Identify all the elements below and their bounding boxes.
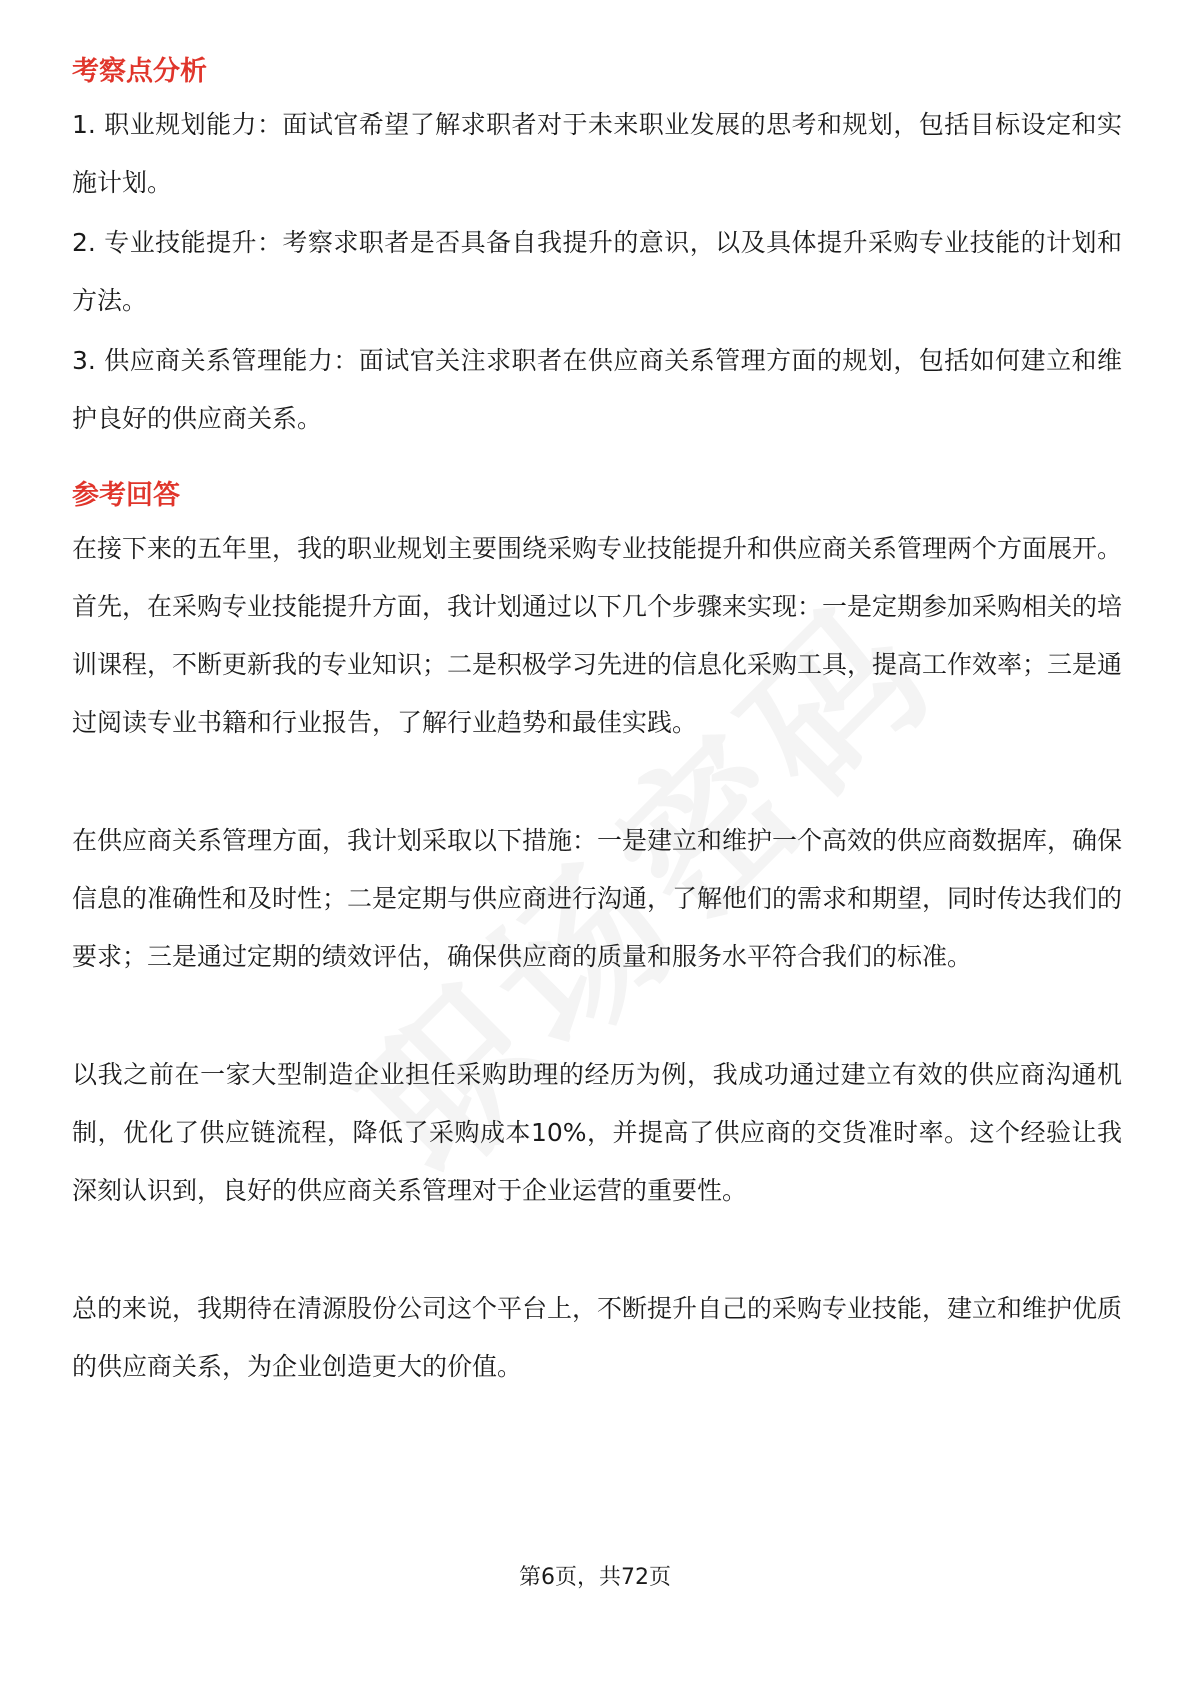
paragraph-spacer [72, 1222, 1122, 1280]
analysis-item-3: 3. 供应商关系管理能力：面试官关注求职者在供应商关系管理方面的规划，包括如何建立和维护良好的供应商关系。 [72, 346, 1122, 433]
paragraph-spacer [72, 754, 1122, 812]
section-heading-reference-answer: 参考回答 [72, 480, 180, 511]
page-content [72, 48, 1122, 1398]
page-number: 第6页，共72页 [519, 1565, 671, 1590]
analysis-item-2: 2. 专业技能提升：考察求职者是否具备自我提升的意识，以及具体提升采购专业技能的计划和方法。 [72, 228, 1122, 315]
answer-paragraph-2: 在供应商关系管理方面，我计划采取以下措施：一是建立和维护一个高效的供应商数据库，确保信息的准确性和及时性；二是定期与供应商进行沟通，了解他们的需求和期望，同时传达我们的要求；三是通过定期的绩效评估，确保供应商的质量和服务水平符合我们的标准。 [72, 826, 1123, 971]
section-heading-analysis: 考察点分析 [72, 56, 207, 87]
answer-paragraph-4: 总的来说，我期待在清源股份公司这个平台上，不断提升自己的采购专业技能，建立和维护优质的供应商关系，为企业创造更大的价值。 [72, 1294, 1123, 1381]
analysis-item-1: 1. 职业规划能力：面试官希望了解求职者对于未来职业发展的思考和规划，包括目标设定和实施计划。 [72, 110, 1122, 197]
answer-paragraph-1: 在接下来的五年里，我的职业规划主要围绕采购专业技能提升和供应商关系管理两个方面展开。首先，在采购专业技能提升方面，我计划通过以下几个步骤来实现：一是定期参加采购相关的培训课程，不断更新我的专业知识；二是积极学习先进的信息化采购工具，提高工作效率；三是通过阅读专业书籍和行业报告，了解行业趋势和最佳实践。 [72, 534, 1123, 737]
paragraph-spacer [72, 988, 1122, 1046]
answer-paragraph-3: 以我之前在一家大型制造企业担任采购助理的经历为例，我成功通过建立有效的供应商沟通机制，优化了供应链流程，降低了采购成本10%，并提高了供应商的交货准时率。这个经验让我深刻认识到，良好的供应商关系管理对于企业运营的重要性。 [72, 1060, 1122, 1205]
